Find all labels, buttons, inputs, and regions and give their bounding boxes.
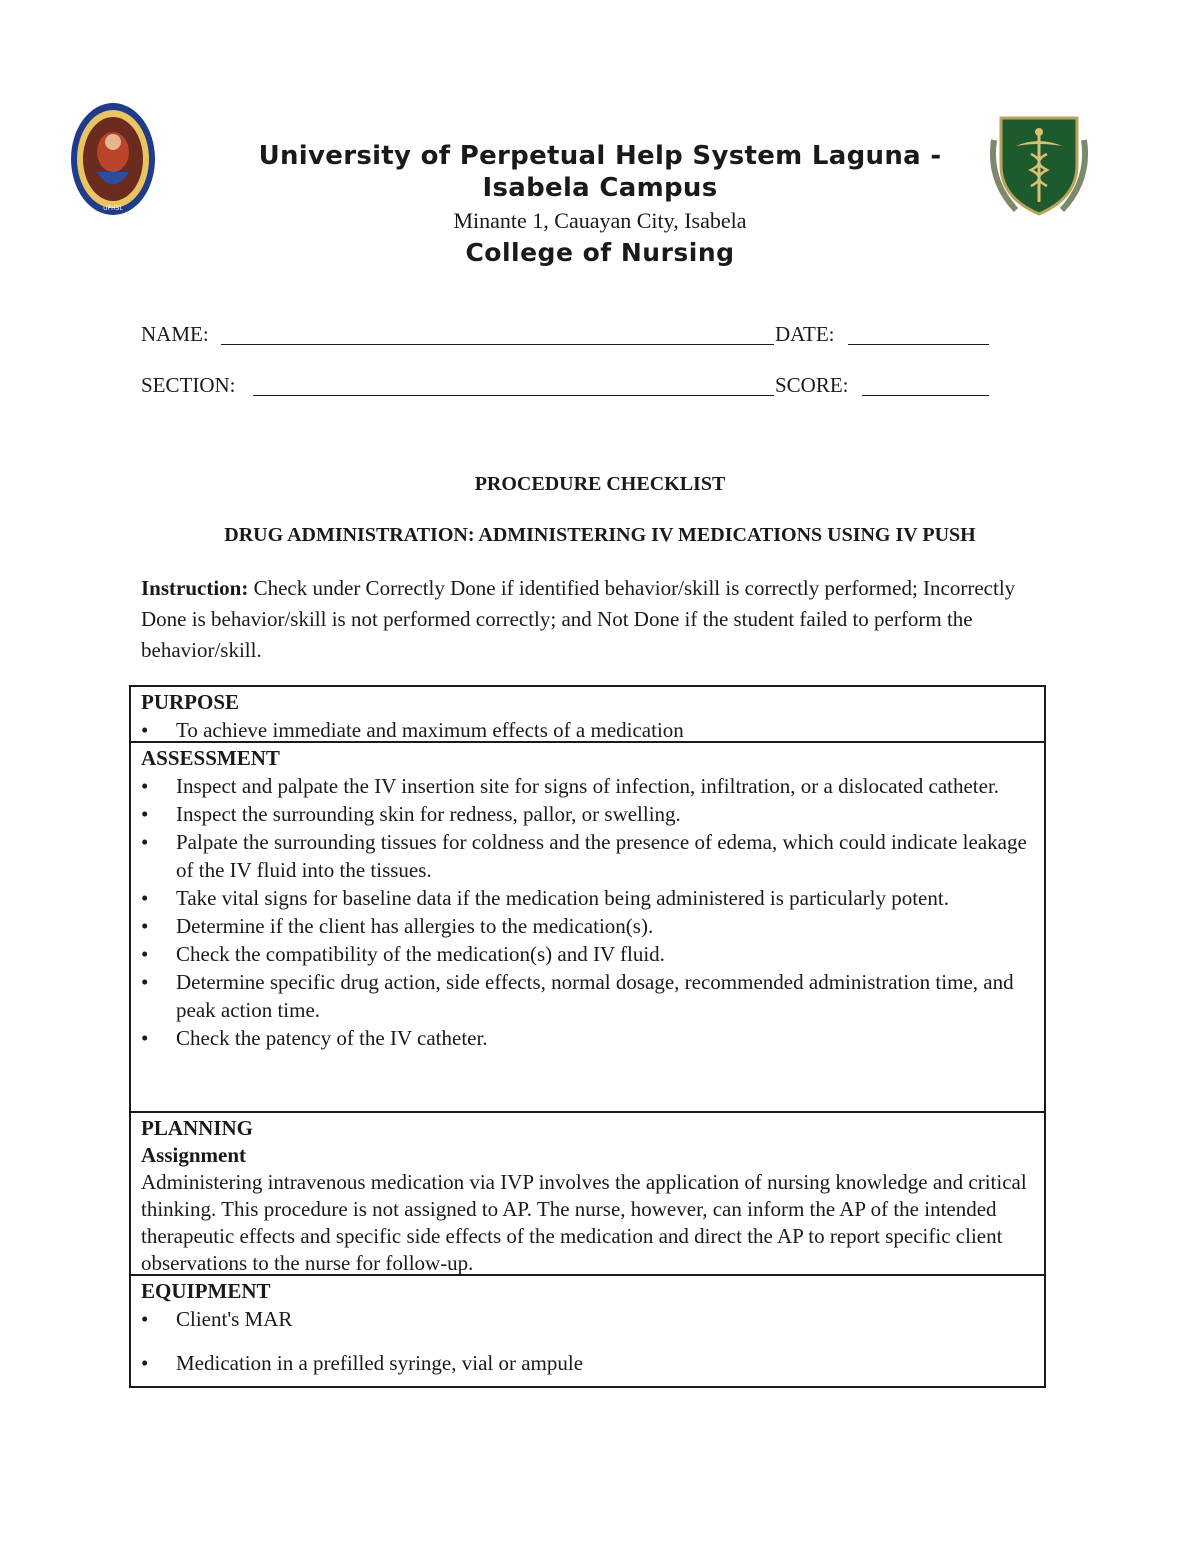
- section-field-line[interactable]: [253, 395, 774, 396]
- planning-section: [131, 1113, 1044, 1276]
- planning-text: Administering intravenous medication via IVP involves the application of nursing knowledge and critical thinking. This procedure is not assigned to AP. The nurse, however, can inform the AP of the intended therapeutic effects and specific side effects of the medication and direct the AP to report specific client observations to the nurse for follow-up.: [141, 1170, 1027, 1275]
- instruction-paragraph: [141, 573, 1051, 666]
- name-label: NAME:: [141, 322, 209, 346]
- list-item: • Inspect and palpate the IV insertion site for signs of infection, infiltration, or a dislocated catheter.: [141, 774, 1000, 798]
- list-item: • Determine specific drug action, side effects, normal dosage, recommended administration time, and peak action time.: [141, 970, 1014, 1022]
- checklist-title: PROCEDURE CHECKLIST: [474, 473, 726, 495]
- purpose-title: PURPOSE: [141, 690, 240, 714]
- list-item: • Take vital signs for baseline data if the medication being administered is particularly potent.: [141, 886, 949, 910]
- list-item: • Palpate the surrounding tissues for coldness and the presence of edema, which could indicate leakage of the IV fluid into the tissues.: [141, 830, 1027, 882]
- college-name: College of Nursing: [465, 238, 735, 267]
- list-item: • Inspect the surrounding skin for redness, pallor, or swelling.: [141, 802, 681, 826]
- planning-title: PLANNING: [141, 1116, 254, 1140]
- date-field-line[interactable]: [848, 344, 989, 345]
- list-item: • To achieve immediate and maximum effects of a medication: [141, 718, 684, 742]
- list-item: • Medication in a prefilled syringe, vial or ampule: [141, 1351, 584, 1375]
- score-label: SCORE:: [775, 373, 849, 397]
- list-item: • Determine if the client has allergies to the medication(s).: [141, 914, 654, 938]
- university-name-line1: University of Perpetual Help System Laguna -: [258, 141, 942, 171]
- procedure-title: DRUG ADMINISTRATION: ADMINISTERING IV MEDICATIONS USING IV PUSH: [224, 524, 976, 546]
- purpose-section: [131, 687, 1044, 743]
- equipment-section: [131, 1276, 1044, 1386]
- name-field-line[interactable]: [221, 344, 774, 345]
- list-item: • Check the patency of the IV catheter.: [141, 1026, 488, 1050]
- document-header: [0, 140, 1200, 268]
- equipment-title: EQUIPMENT: [141, 1279, 271, 1303]
- campus-address: Minante 1, Cauayan City, Isabela: [453, 208, 747, 233]
- svg-text:UPHSL: UPHSL: [103, 205, 123, 212]
- university-name-line2: Isabela Campus: [482, 173, 718, 203]
- procedure-table: [129, 685, 1046, 1388]
- list-item: • Check the compatibility of the medication(s) and IV fluid.: [141, 942, 665, 966]
- instruction-text: Check under Correctly Done if identified behavior/skill is correctly performed; Incorrectly Done is behavior/skill is not performed correctly; and Not Done if the student failed to perform the behavior/skill.: [141, 576, 1016, 662]
- instruction-label: Instruction:: [141, 576, 249, 600]
- score-field-line[interactable]: [862, 395, 989, 396]
- planning-subtitle: Assignment: [141, 1143, 247, 1167]
- assessment-title: ASSESSMENT: [141, 746, 280, 770]
- assessment-section: [131, 743, 1044, 1113]
- section-label: SECTION:: [141, 373, 236, 397]
- list-item: • Client's MAR: [141, 1307, 293, 1331]
- date-label: DATE:: [775, 322, 835, 346]
